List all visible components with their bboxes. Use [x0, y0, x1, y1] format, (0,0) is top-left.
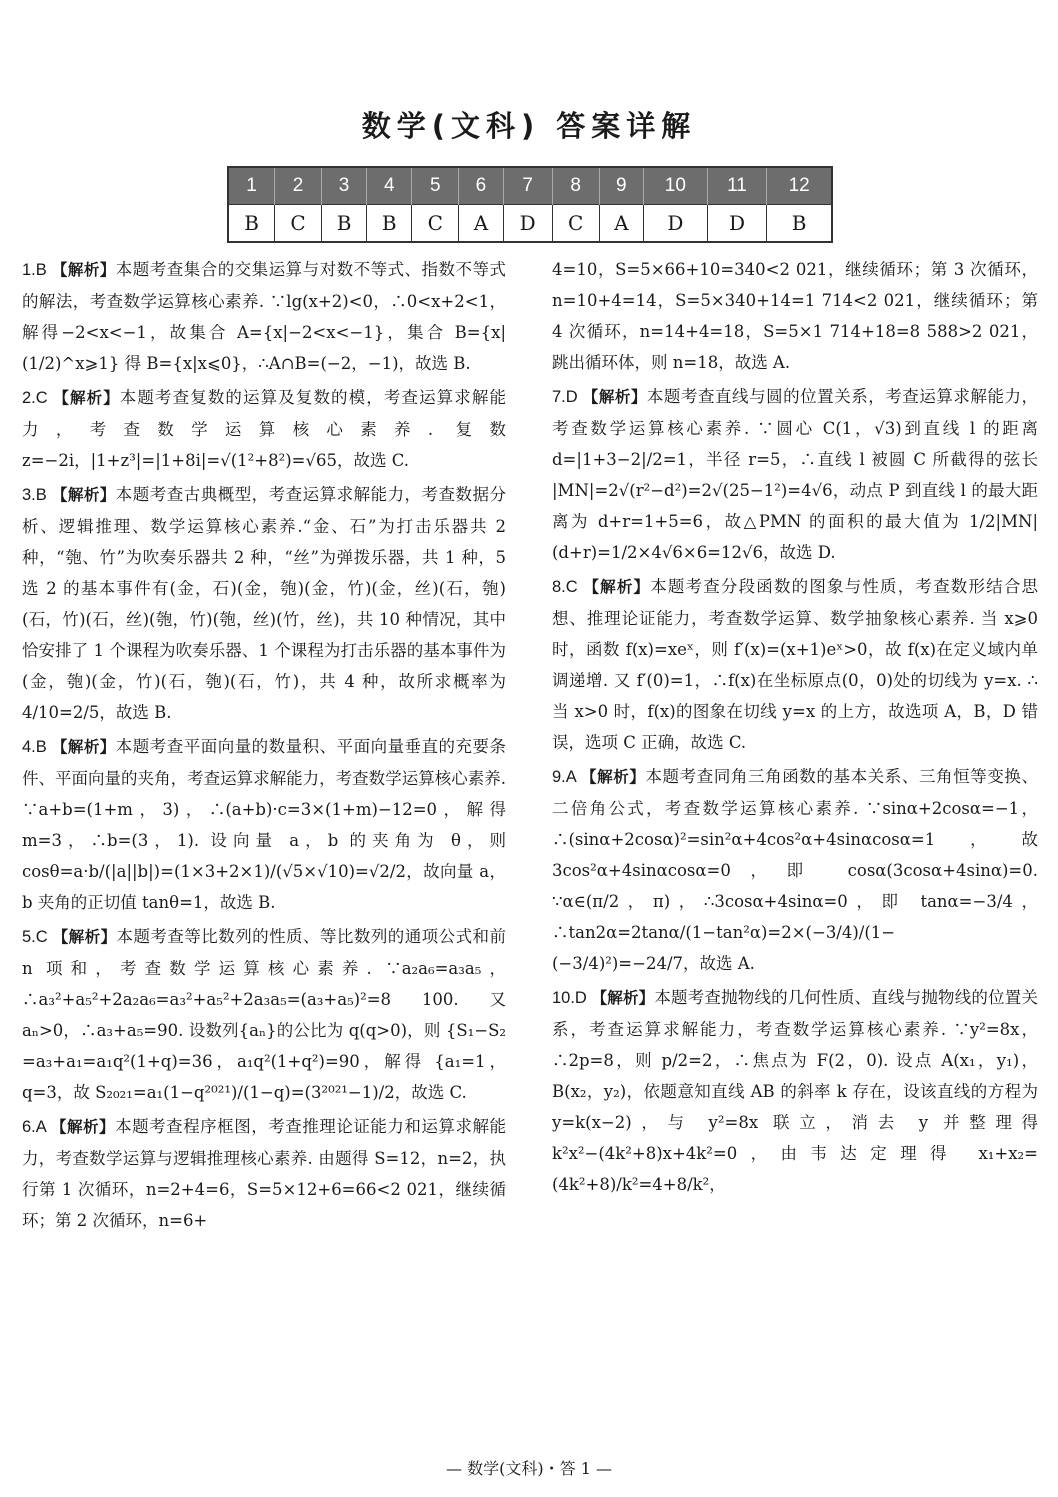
- solution-item: [22, 254, 506, 379]
- solution-item: [552, 982, 1038, 1200]
- answer-key-answer: B: [367, 205, 412, 243]
- analysis-tag: 【解析】: [582, 388, 647, 406]
- answer-key-answer: B: [228, 205, 275, 243]
- question-number: 10.D: [552, 989, 592, 1007]
- analysis-tag: 【解析】: [52, 928, 117, 946]
- question-number: 4.B: [22, 738, 52, 756]
- answer-key-answer: B: [322, 205, 367, 243]
- answer-key-answer: C: [412, 205, 459, 243]
- answer-key-number: 3: [322, 167, 367, 205]
- solution-item: [552, 381, 1038, 568]
- answer-key-answer: D: [707, 205, 767, 243]
- right-column: [552, 254, 1038, 1203]
- answer-key-number: 5: [412, 167, 459, 205]
- analysis-tag: 【解析】: [591, 989, 655, 1007]
- solution-item: [552, 254, 1038, 378]
- answer-key-answer: C: [552, 205, 599, 243]
- answer-key-number: 11: [707, 167, 767, 205]
- analysis-tag: 【解析】: [51, 738, 116, 756]
- solution-text: 本题考查同角三角函数的基本关系、三角恒等变换、二倍角公式，考查数学运算核心素养. ∵sinα+2cosα=−1，∴(sinα+2cosα)²=sin²α+4cos²α+4sinαcosα=1，故 3cos²α+4sinαcosα=0，即 cosα(3cosα+4sinα)=0. ∵α∈(π/2，π)，∴3cosα+4sinα=0，即 tanα=−3/4，∴tan2α=2tanα/(1−tan²α)=2×(−3/4)/(1−(−3/4)²)=−24/7，故选 A.: [552, 767, 1038, 973]
- solution-item: [22, 731, 506, 918]
- solution-item: [22, 921, 506, 1108]
- solution-item: [552, 761, 1038, 979]
- answer-key-number: 8: [552, 167, 599, 205]
- solution-text: 本题考查抛物线的几何性质、直线与抛物线的位置关系，考查运算求解能力，考查数学运算核心素养. ∵y²=8x，∴2p=8，则 p/2=2，∴焦点为 F(2，0). 设点 A(x₁，y₁)，B(x₂，y₂)，依题意知直线 AB 的斜率 k 存在，设该直线的方程为 y=k(x−2)，与 y²=8x 联立，消去 y 并整理得 k²x²−(4k²+8)x+4k²=0，由韦达定理得 x₁+x₂=(4k²+8)/k²=4+8/k²，: [552, 988, 1038, 1194]
- answer-key-answer: A: [459, 205, 503, 243]
- question-number: 2.C: [22, 389, 54, 407]
- question-number: 9.A: [552, 768, 582, 786]
- answer-key-answer: C: [275, 205, 322, 243]
- page-footer: — 数学(文科)・答 1 —: [446, 1459, 612, 1478]
- question-number: 7.D: [552, 388, 583, 406]
- answer-key-answer: D: [644, 205, 708, 243]
- answer-key-table: [227, 166, 833, 243]
- answer-key-number: 10: [644, 167, 708, 205]
- question-number: 5.C: [22, 928, 53, 946]
- solution-text: 本题考查复数的运算及复数的模，考查运算求解能力，考查数学运算核心素养. 复数 z=−2i，|1+z³|=|1+8i|=√(1²+8²)=√65，故选 C.: [22, 388, 506, 470]
- question-number: 3.B: [22, 486, 52, 504]
- analysis-tag: 【解析】: [51, 486, 116, 504]
- solution-text: 本题考查集合的交集运算与对数不等式、指数不等式的解法，考查数学运算核心素养. ∵lg(x+2)<0，∴0<x+2<1，解得−2<x<−1，故集合 A={x|−2<x<−1}，集合 B={x|(1/2)^x⩾1} 得 B={x|x⩽0}，∴A∩B=(−2，−1)，故选 B.: [22, 260, 506, 373]
- answer-key-number: 12: [767, 167, 832, 205]
- answer-key-answer: B: [767, 205, 832, 243]
- solution-text: 本题考查分段函数的图象与性质，考查数形结合思想、推理论证能力，考查数学运算、数学抽象核心素养. 当 x⩾0 时，函数 f(x)=xeˣ，则 f′(x)=(x+1)eˣ>0，故 f(x)在定义域内单调递增. 又 f′(0)=1，∴f(x)在坐标原点(0，0)处的切线为 y=x. ∴当 x>0 时，f(x)的图象在切线 y=x 的上方，故选项 A，B，D 错误，选项 C 正确，故选 C.: [552, 577, 1038, 752]
- page-title: 数学(文科) 答案详解: [361, 109, 697, 143]
- solution-text: 本题考查等比数列的性质、等比数列的通项公式和前 n 项和，考查数学运算核心素养. ∵a₂a₆=a₃a₅，∴a₃²+a₅²+2a₂a₆=a₃²+a₅²+2a₃a₅=(a₃+a₅)²=8 100. 又 aₙ>0，∴a₃+a₅=90. 设数列{aₙ}的公比为 q(q>0)，则 {S₁−S₂ =a₃+a₁=a₁q²(1+q)=36，a₁q²(1+q²)=90，解得 {a₁=1，q=3，故 S₂₀₂₁=a₁(1−q²⁰²¹)/(1−q)=(3²⁰²¹−1)/2，故选 C.: [22, 927, 506, 1102]
- solution-item: [22, 1111, 506, 1236]
- solution-text: 本题考查平面向量的数量积、平面向量垂直的充要条件、平面向量的夹角，考查运算求解能力，考查数学运算核心素养. ∵a+b=(1+m，3)，∴(a+b)·c=3×(1+m)−12=0，解得 m=3，∴b=(3，1). 设向量 a，b 的夹角为 θ，则 cosθ=a·b/(|a||b|)=(1×3+2×1)/(√5×√10)=√2/2，故向量 a，b 夹角的正切值 tanθ=1，故选 B.: [22, 737, 506, 912]
- analysis-tag: 【解析】: [50, 1118, 116, 1136]
- question-number: 8.C: [552, 578, 584, 596]
- left-column: [22, 254, 506, 1239]
- answer-key-number: 6: [459, 167, 503, 205]
- answer-key-answer: A: [599, 205, 643, 243]
- solution-text: 4=10，S=5×66+10=340<2 021，继续循环；第 3 次循环，n=10+4=14，S=5×340+14=1 714<2 021，继续循环；第 4 次循环，n=14+4=18，S=5×1 714+18=8 588>2 021，跳出循环体，则 n=18，故选 A.: [552, 260, 1038, 372]
- analysis-tag: 【解析】: [53, 389, 120, 407]
- answer-key-number: 2: [275, 167, 322, 205]
- solution-text: 本题考查古典概型，考查运算求解能力，考查数据分析、逻辑推理、数学运算核心素养.“金、石”为打击乐器共 2 种，“匏、竹”为吹奏乐器共 2 种，“丝”为弹拨乐器，共 1 种，5 选 2 的基本事件有(金，石)(金，匏)(金，竹)(金，丝)(石，匏)(石，竹)(石，丝)(匏，竹)(匏，丝)(竹，丝)，共 10 种情况，其中恰安排了 1 个课程为吹奏乐器、1 个课程为打击乐器的基本事件为(金，匏)(金，竹)(石，匏)(石，竹)，共 4 种，故所求概率为 4/10=2/5，故选 B.: [22, 485, 506, 722]
- solution-text: 本题考查程序框图，考查推理论证能力和运算求解能力，考查数学运算与逻辑推理核心素养. 由题得 S=12，n=2，执行第 1 次循环，n=2+4=6，S=5×12+6=66<2 021，继续循环；第 2 次循环，n=6+: [22, 1117, 506, 1230]
- solution-item: [22, 479, 506, 728]
- answer-key-number: 7: [503, 167, 552, 205]
- solution-text: 本题考查直线与圆的位置关系，考查运算求解能力，考查数学运算核心素养. ∵圆心 C(1，√3)到直线 l 的距离 d=|1+3−2|/2=1，半径 r=5，∴直线 l 被圆 C 所截得的弦长 |MN|=2√(r²−d²)=2√(25−1²)=4√6，动点 P 到直线 l 的最大距离为 d+r=1+5=6，故△PMN 的面积的最大值为 1/2|MN|(d+r)=1/2×4√6×6=12√6，故选 D.: [552, 387, 1038, 562]
- solution-item: [22, 382, 506, 476]
- analysis-tag: 【解析】: [51, 261, 116, 279]
- answer-key-number: 4: [367, 167, 412, 205]
- question-number: 1.B: [22, 261, 52, 279]
- answer-key-number: 1: [228, 167, 275, 205]
- question-number: 6.A: [22, 1118, 51, 1136]
- solution-item: [552, 571, 1038, 758]
- analysis-tag: 【解析】: [581, 768, 646, 786]
- answer-key-number: 9: [599, 167, 643, 205]
- analysis-tag: 【解析】: [583, 578, 651, 596]
- answer-key-answer: D: [503, 205, 552, 243]
